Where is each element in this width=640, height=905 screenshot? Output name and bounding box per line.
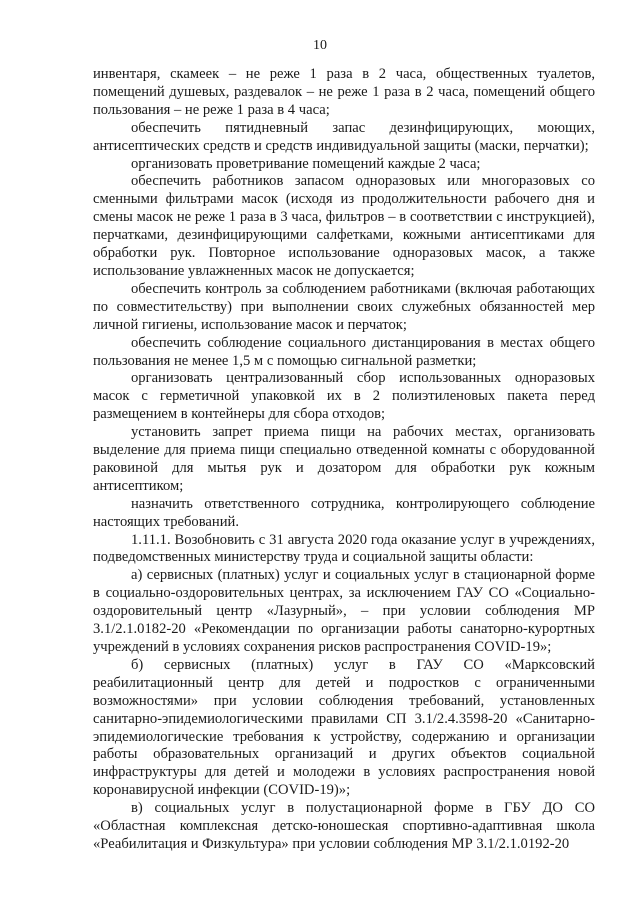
paragraph: обеспечить работников запасом одноразовых или многоразовых со сменными фильтрами масок (исходя из продолжительности рабочего дня и смены масок не реже 1 раза в 3 часа, фильтров – в соответствии с инструкцией), перчатками, дезинфицирующими салфетками, кожными антисептиками для обработки рук. Повторное использование одноразовых масок, а также использование увлажненных масок не допускается;: [93, 173, 595, 279]
section-heading-paragraph: 1.11.1. Возобновить с 31 августа 2020 года оказание услуг в учреждениях, подведомственных министерству труда и социальной защиты области:: [93, 531, 595, 566]
document-body: [93, 66, 595, 854]
paragraph: установить запрет приема пищи на рабочих местах, организовать выделение для приема пищи специально отведенной комнаты с оборудованной раковиной для мытья рук и дозатором для обработки рук кожным антисептиком;: [93, 424, 595, 494]
paragraph: обеспечить соблюдение социального дистанцирования в местах общего пользования не менее 1,5 м с помощью сигнальной разметки;: [93, 334, 595, 369]
paragraph: организовать централизованный сбор использованных одноразовых масок с герметичной упаковкой их в 2 полиэтиленовых пакета перед размещением в контейнеры для сбора отходов;: [93, 370, 595, 423]
list-item-a: а) сервисных (платных) услуг и социальных услуг в стационарной форме в социально-оздоровительных центрах, за исключением ГАУ СО «Социально-оздоровительный центр «Лазурный», – при условии соблюдения МР 3.1/2.1.0182-20 «Рекомендации по организации работы санаторно-курортных учреждений в условиях сохранения рисков распространения COVID-19»;: [93, 567, 595, 655]
list-item-v: в) социальных услуг в полустационарной форме в ГБУ ДО СО «Областная комплексная детско-юношеская спортивно-адаптивная школа «Реабилитация и Физкультура» при условии соблюдения МР 3.1/2.1.0192-20: [93, 800, 595, 852]
list-item-b: б) сервисных (платных) услуг в ГАУ СО «Марксовский реабилитационный центр для детей и подростков с ограниченными возможностями» при условии соблюдения требований, установленных санитарно-эпидемиологическими правилами СП 3.1/2.4.3598-20 «Санитарно-эпидемиологические требования к устройству, содержанию и организации работы образовательных организаций и других объектов социальной инфраструктуры для детей и молодежи в условиях распространения новой коронавирусной инфекции (COVID-19)»;: [93, 656, 595, 799]
paragraph: организовать проветривание помещений каждые 2 часа;: [131, 155, 481, 172]
page-number: 10: [313, 38, 327, 53]
paragraph: инвентаря, скамеек – не реже 1 раза в 2 часа, общественных туалетов, помещений душевых, раздевалок – не реже 1 раза в 2 часа, помещений общего пользования – не реже 1 раза в 4 часа;: [93, 66, 595, 118]
paragraph: обеспечить контроль за соблюдением работниками (включая работающих по совместительству) при выполнении своих служебных обязанностей мер личной гигиены, использование масок и перчаток;: [93, 280, 595, 333]
paragraph: обеспечить пятидневный запас дезинфицирующих, моющих, антисептических средств и средств индивидуальной защиты (маски, перчатки);: [93, 119, 595, 154]
paragraph: назначить ответственного сотрудника, контролирующего соблюдение настоящих требований.: [93, 495, 595, 530]
